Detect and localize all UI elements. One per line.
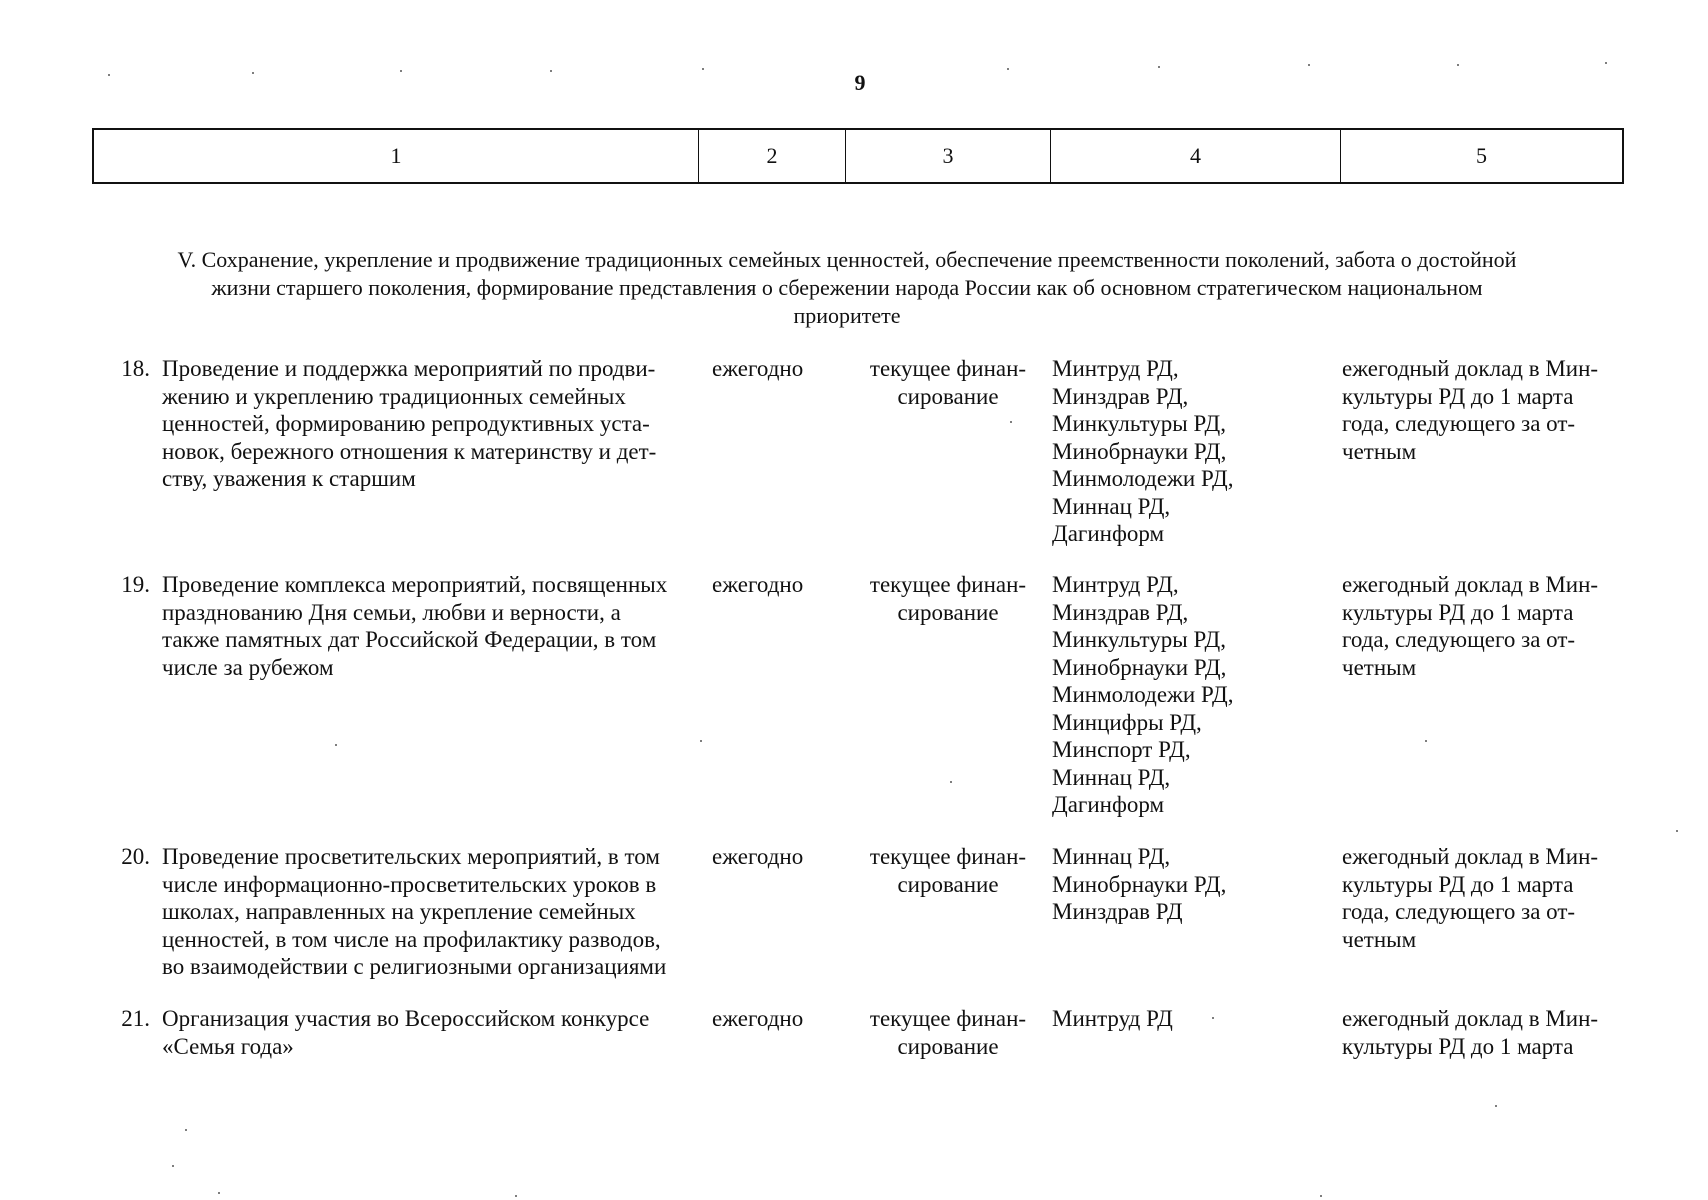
executor-line: Минспорт РД,	[1052, 737, 1191, 762]
description-line: Проведение просветительских мероприятий, в том	[162, 844, 660, 869]
row-report	[1342, 1005, 1632, 1060]
row-number: 19.	[121, 572, 150, 597]
row-executors	[1052, 571, 1282, 819]
report-line: ежегодный доклад в Мин-	[1342, 1006, 1599, 1031]
description-line: новок, бережного отношения к материнству и дет-	[162, 438, 657, 464]
row-financing	[848, 1005, 1048, 1060]
executor-line: Минтруд РД,	[1052, 356, 1179, 381]
financing-line: сирование	[897, 871, 999, 897]
section-title	[112, 246, 1582, 330]
report-line: года, следующего за от-	[1342, 411, 1576, 436]
executor-line: Дагинформ	[1052, 521, 1165, 546]
financing-line: текущее финан-	[869, 572, 1027, 597]
financing-line: текущее финан-	[869, 844, 1027, 869]
row-executors	[1052, 843, 1282, 926]
section-title-line: жизни старшего поколения, формирование представления о сбережении народа России как об основном стратегическом национальном	[211, 275, 1483, 300]
description-line: «Семья года»	[162, 1033, 294, 1059]
report-line: четным	[1342, 654, 1417, 680]
row-description	[162, 571, 702, 681]
description-line: школах, направленных на укрепление семейных	[162, 899, 636, 924]
executor-line: Миннац РД,	[1052, 493, 1171, 519]
financing-line: сирование	[897, 383, 999, 409]
financing-line: текущее финан-	[869, 1006, 1027, 1031]
report-line: года, следующего за от-	[1342, 899, 1576, 924]
executor-line: Минцифры РД,	[1052, 709, 1202, 735]
financing-line: сирование	[897, 599, 999, 625]
executor-line: Дагинформ	[1052, 792, 1165, 817]
column-header-5: 5	[1341, 129, 1624, 183]
row-report	[1342, 571, 1632, 681]
description-line: жению и укреплению традиционных семейных	[162, 383, 626, 409]
row-number: 18.	[121, 356, 150, 381]
executor-line: Минздрав РД,	[1052, 383, 1189, 409]
report-line: года, следующего за от-	[1342, 627, 1576, 652]
row-financing	[848, 571, 1048, 626]
row-number: 21.	[121, 1006, 150, 1031]
description-line: числе информационно-просветительских уроков в	[162, 871, 657, 897]
row-term: ежегодно	[712, 572, 804, 597]
row-financing	[848, 355, 1048, 410]
executor-line: Минобрнауки РД,	[1052, 654, 1227, 680]
row-term: ежегодно	[712, 356, 804, 381]
column-header-3: 3	[846, 129, 1051, 183]
executor-line: Минздрав РД	[1052, 899, 1183, 924]
column-header-row	[93, 129, 1623, 183]
row-number: 20.	[121, 844, 150, 869]
column-header-table	[92, 128, 1624, 184]
description-line: Проведение и поддержка мероприятий по продви-	[162, 356, 656, 381]
executor-line: Миннац РД,	[1052, 844, 1171, 869]
report-line: четным	[1342, 438, 1417, 464]
description-line: во взаимодействии с религиозными организациями	[162, 954, 667, 979]
report-line: культуры РД до 1 марта	[1342, 599, 1574, 625]
executor-line: Минкультуры РД,	[1052, 411, 1226, 436]
executor-line: Миннац РД,	[1052, 764, 1171, 790]
report-line: ежегодный доклад в Мин-	[1342, 572, 1599, 597]
row-report	[1342, 355, 1632, 465]
executor-line: Минздрав РД,	[1052, 599, 1189, 625]
description-line: ству, уважения к старшим	[162, 466, 416, 491]
row-report	[1342, 843, 1632, 953]
report-line: культуры РД до 1 марта	[1342, 1033, 1574, 1059]
row-executors	[1052, 355, 1282, 548]
row-term: ежегодно	[712, 1006, 804, 1031]
executor-line: Минкультуры РД,	[1052, 627, 1226, 652]
report-line: ежегодный доклад в Мин-	[1342, 844, 1599, 869]
description-line: празднованию Дня семьи, любви и верности, а	[162, 599, 621, 625]
executor-line: Минобрнауки РД,	[1052, 871, 1227, 897]
report-line: культуры РД до 1 марта	[1342, 871, 1574, 897]
report-line: культуры РД до 1 марта	[1342, 383, 1574, 409]
financing-line: текущее финан-	[869, 356, 1027, 381]
row-financing	[848, 843, 1048, 898]
row-description	[162, 843, 702, 981]
row-term: ежегодно	[712, 844, 804, 869]
description-line: Проведение комплекса мероприятий, посвященных	[162, 572, 668, 597]
description-line: Организация участия во Всероссийском конкурсе	[162, 1006, 650, 1031]
row-description	[162, 1005, 702, 1060]
column-header-1: 1	[93, 129, 699, 183]
executor-line: Минмолодежи РД,	[1052, 682, 1234, 707]
description-line: также памятных дат Российской Федерации, в том	[162, 627, 657, 652]
description-line: ценностей, в том числе на профилактику разводов,	[162, 926, 661, 952]
description-line: числе за рубежом	[162, 654, 334, 680]
row-description	[162, 355, 702, 493]
column-header-2: 2	[699, 129, 846, 183]
report-line: ежегодный доклад в Мин-	[1342, 356, 1599, 381]
financing-line: сирование	[897, 1033, 999, 1059]
executor-line: Минобрнауки РД,	[1052, 438, 1227, 464]
section-title-line: приоритете	[793, 303, 901, 328]
executor-line: Минтруд РД,	[1052, 572, 1179, 597]
column-header-4: 4	[1051, 129, 1341, 183]
description-line: ценностей, формированию репродуктивных уста-	[162, 411, 650, 436]
executor-line: Минтруд РД	[1052, 1006, 1173, 1031]
row-executors	[1052, 1005, 1282, 1033]
page-number: 9	[854, 70, 866, 95]
section-title-line: V. Сохранение, укрепление и продвижение традиционных семейных ценностей, обеспечение преемственности поколений, забота о достойной	[177, 247, 1517, 272]
report-line: четным	[1342, 926, 1417, 952]
executor-line: Минмолодежи РД,	[1052, 466, 1234, 491]
